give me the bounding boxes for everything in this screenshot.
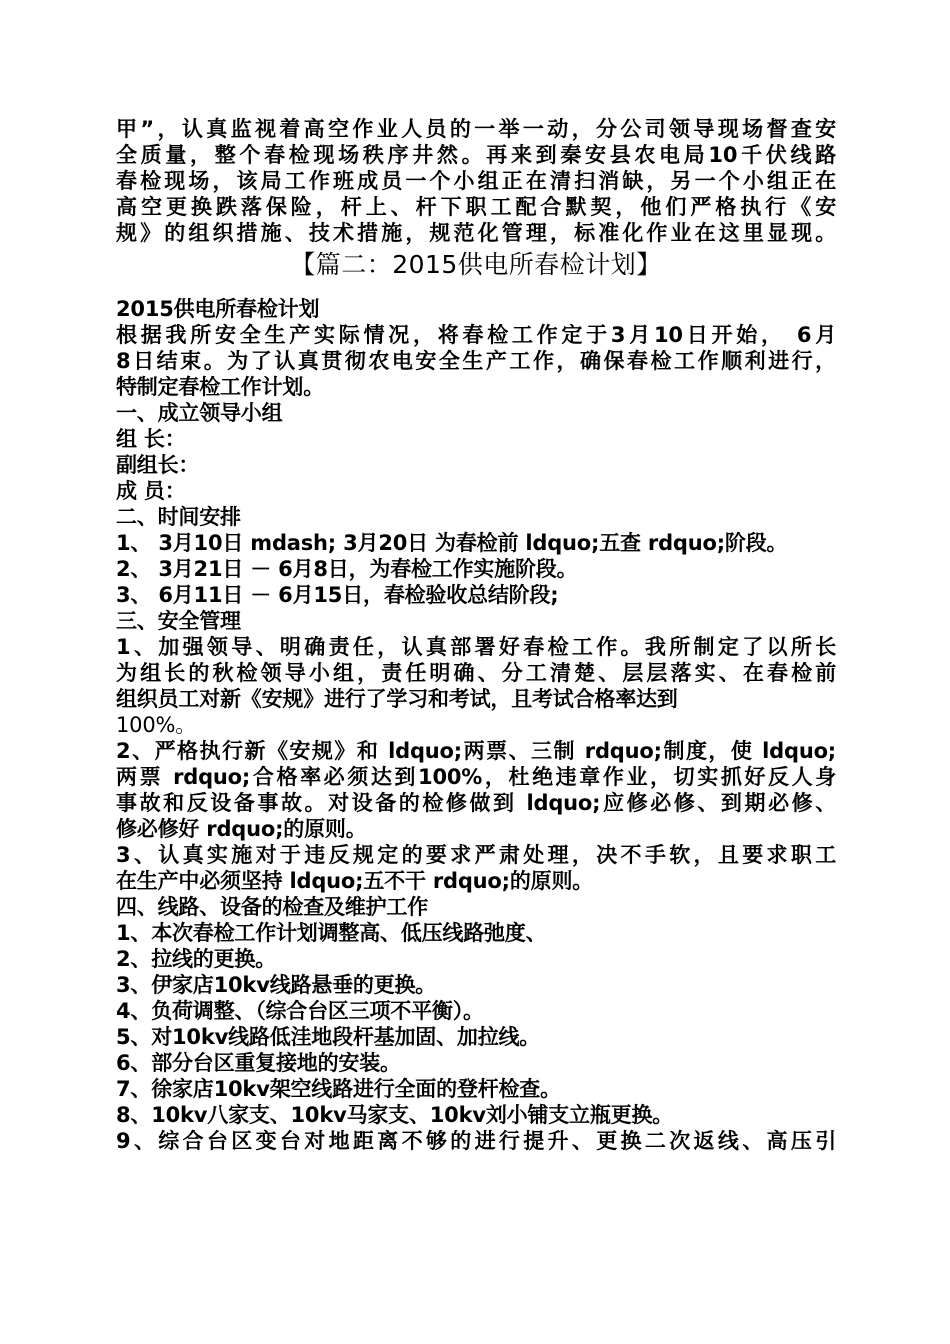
section-heading: 三、安全管理 (116, 609, 241, 633)
section-title: 【篇二：2015供电所春检计划】 (290, 250, 662, 279)
text-line: 组 长： (116, 427, 186, 451)
text-line: 组织员工对新《安规》进行了学习和考试，且考试合格率达到 (116, 687, 678, 711)
intro-line: 规》的组织措施、技术措施，规范化管理，标准化作业在这里显现。 (116, 221, 836, 245)
list-item: 7、徐家店10kv架空线路进行全面的登杆检查。 (116, 1077, 561, 1101)
list-item: 3、 6月11日 － 6月15日，春检验收总结阶段; (116, 583, 559, 607)
text-line: 成 员： (116, 479, 186, 503)
list-item: 1、 3月10日 mdash; 3月20日 为春检前 ldquo;五查 rdquo;阶段。 (116, 531, 788, 555)
text-line: 根据我所安全生产实际情况，将春检工作定于3月10日开始， 6月 (116, 323, 836, 347)
text-line: 为组长的秋检领导小组，责任明确、分工清楚、层层落实、在春检前 (116, 661, 836, 685)
list-item: 9、综合台区变台对地距离不够的进行提升、更换二次返线、高压引 (116, 1129, 836, 1153)
document-page (116, 116, 836, 1154)
text-line: 事故和反设备事故。对设备的检修做到 ldquo;应修必修、到期必修、 (116, 791, 836, 815)
list-item: 3、伊家店10kv线路悬垂的更换。 (116, 973, 437, 997)
text-line: 副组长： (116, 453, 200, 477)
list-item: 2、 3月21日 － 6月8日，为春检工作实施阶段。 (116, 557, 578, 581)
intro-line: 高空更换跌落保险，杆上、杆下职工配合默契，他们严格执行《安 (116, 195, 836, 219)
intro-paragraph (116, 116, 836, 246)
text-line: 1、加强领导、明确责任，认真部署好春检工作。我所制定了以所长 (116, 635, 836, 659)
text-line: 在生产中必须坚持 ldquo;五不干 rdquo;的原则。 (116, 869, 594, 893)
text-line: 修必修好 rdquo;的原则。 (116, 817, 367, 841)
list-item: 2、拉线的更换。 (116, 947, 277, 971)
list-item: 5、对10kv线路低洼地段杆基加固、加拉线。 (116, 1025, 541, 1049)
text-line: 两票 rdquo;合格率必须达到100%，杜绝违章作业，切实抓好反人身 (116, 765, 836, 789)
text-line: 3、认真实施对于违反规定的要求严肃处理，决不手软，且要求职工 (116, 843, 836, 867)
list-item: 6、部分台区重复接地的安装。 (116, 1051, 401, 1075)
intro-line: 全质量，整个春检现场秩序井然。再来到秦安县农电局10千伏线路 (116, 143, 836, 167)
text-line: 100%。 (116, 713, 197, 737)
list-item: 4、负荷调整、（综合台区三项不平衡）。 (116, 999, 484, 1023)
list-item: 1、本次春检工作计划调整高、低压线路弛度、 (116, 921, 547, 945)
text-line: 特制定春检工作计划。 (116, 375, 324, 399)
intro-line: 甲”，认真监视着高空作业人员的一举一动，分公司领导现场督查安 (116, 117, 836, 141)
list-item: 8、10kv八家支、10kv马家支、10kv刘小铺支立瓶更换。 (116, 1103, 674, 1127)
section-heading: 二、时间安排 (116, 505, 241, 529)
plan-body (116, 296, 836, 1154)
text-line: 8日结束。为了认真贯彻农电安全生产工作，确保春检工作顺利进行， (116, 349, 836, 373)
text-line: 2、严格执行新《安规》和 ldquo;两票、三制 rdquo;制度，使 ldquo; (116, 739, 836, 763)
intro-line: 春检现场，该局工作班成员一个小组正在清扫消缺，另一个小组正在 (116, 169, 836, 193)
plan-heading: 2015供电所春检计划 (116, 297, 320, 321)
section-heading: 一、成立领导小组 (116, 401, 283, 425)
section-heading: 四、线路、设备的检查及维护工作 (116, 895, 428, 919)
